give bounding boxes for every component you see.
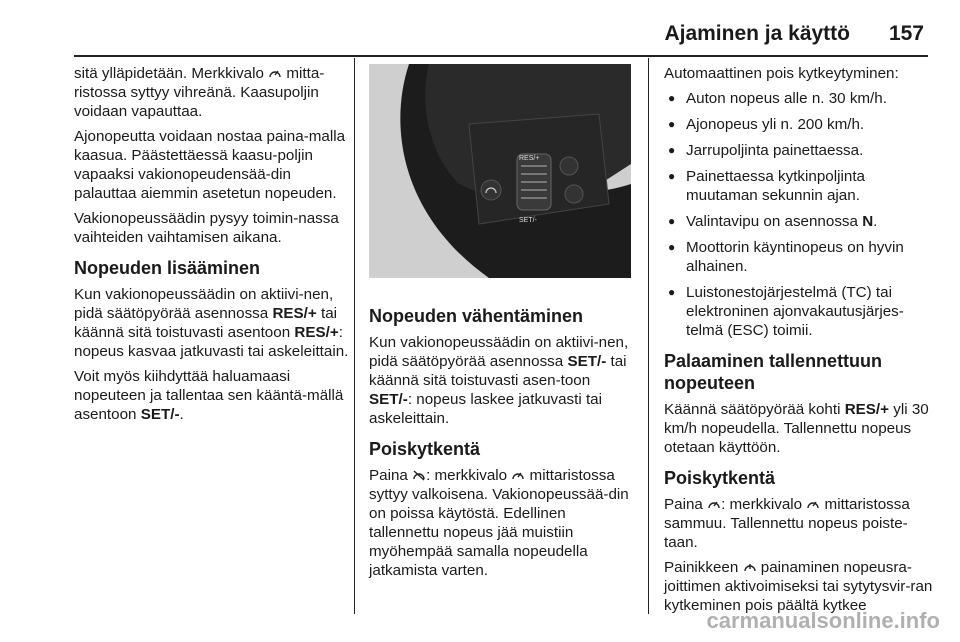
section-heading: Nopeuden vähentäminen xyxy=(369,306,584,326)
paragraph: Paina : merkkivalo mittaristossa sammuu. Tallennettu nopeus poiste-taan. xyxy=(664,496,910,551)
cruise-cancel-icon xyxy=(412,469,426,481)
paragraph: Vakionopeussäädin pysyy toimin-nassa vaihteiden vaihtamisen aikana. xyxy=(74,210,339,246)
paragraph: Ajonopeutta voidaan nostaa paina-malla kaasua. Päästettäessä kaasu-poljin vapaaksi vakionopeudensää-din palauttaa aiemmin asetetun nopeuden. xyxy=(74,128,346,202)
page-number: 157 xyxy=(888,22,924,45)
watermark: carmanualsonline.info xyxy=(706,608,940,633)
list-item: ● Valintavipu on asennossa N. xyxy=(664,212,934,231)
header-rule xyxy=(74,55,928,57)
page-header xyxy=(0,0,960,58)
steering-wheel-illustration xyxy=(369,64,631,278)
paragraph: Kun vakionopeussäädin on aktiivi-nen, pidä säätöpyörää asennossa RES/+ tai käännä sitä toistuvasti asentoon RES/+: nopeus kasvaa jatkuvasti tai askeleittain. xyxy=(74,286,349,360)
section-heading: Poiskytkentä xyxy=(664,468,776,488)
list-item: ● Jarrupoljinta painettaessa. xyxy=(664,141,934,160)
speed-limiter-icon xyxy=(743,561,757,573)
paragraph: Voit myös kiihdyttää haluamaasi nopeuteen ja tallentaa sen kääntä-mällä asentoon SET/-. xyxy=(74,368,344,423)
list-item: ● Luistonestojärjestelmä (TC) tai elektroninen ajonvakautusjärjes-telmä (ESC) toimii. xyxy=(664,283,934,340)
list-item: ● Moottorin käyntinopeus on hyvin alhainen. xyxy=(664,238,934,276)
cruise-control-icon xyxy=(806,498,820,510)
list-item: ● Auton nopeus alle n. 30 km/h. xyxy=(664,89,934,108)
res-label: RES/+ xyxy=(519,155,540,162)
column-2 xyxy=(369,295,634,586)
column-divider-1 xyxy=(354,58,355,614)
section-heading: Nopeuden lisääminen xyxy=(74,258,261,278)
paragraph: Käännä säätöpyörää kohti RES/+ yli 30 km/h nopeudella. Tallennettu nopeus otetaan käyttöön. xyxy=(664,401,929,456)
list-item: ● Painettaessa kytkinpoljinta muutaman sekunnin ajan. xyxy=(664,167,934,205)
cruise-control-icon xyxy=(511,469,525,481)
section-heading: Palaaminen tallennettuun nopeuteen xyxy=(664,351,883,393)
list-item: ● Ajonopeus yli n. 200 km/h. xyxy=(664,115,934,134)
cruise-control-icon xyxy=(707,498,721,510)
paragraph: Painikkeen painaminen nopeusra-joittimen aktivoimiseksi tai sytytysvir-ran kytkeminen pois päältä kytkee xyxy=(664,559,933,614)
cruise-control-icon xyxy=(268,67,282,79)
bullet-list xyxy=(664,89,934,340)
column-1 xyxy=(74,64,354,430)
paragraph: Kun vakionopeussäädin on aktiivi-nen, pidä säätöpyörää asennossa SET/- tai käännä sitä toistuvasti asen-toon SET/-: nopeus laskee jatkuvasti tai askeleittain. xyxy=(369,334,629,427)
paragraph: Automaattinen pois kytkeytyminen: xyxy=(664,65,899,82)
column-3 xyxy=(664,64,934,621)
paragraph: Paina : merkkivalo mittaristossa syttyy valkoisena. Vakionopeussää-din on poissa käytöstä. Edellinen tallennettu nopeus jää muistiin myöhempää samalla nopeudella jatkamista varten. xyxy=(369,467,629,579)
set-label: SET/- xyxy=(519,217,537,224)
section-heading: Poiskytkentä xyxy=(369,439,481,459)
steering-wheel-photo xyxy=(369,64,631,278)
chapter-title: Ajaminen ja käyttö xyxy=(664,22,850,45)
paragraph: sitä ylläpidetään. Merkkivalo mitta-ristossa syttyy vihreänä. Kaasupoljin voidaan vapauttaa. xyxy=(74,65,325,120)
column-divider-2 xyxy=(648,58,649,614)
